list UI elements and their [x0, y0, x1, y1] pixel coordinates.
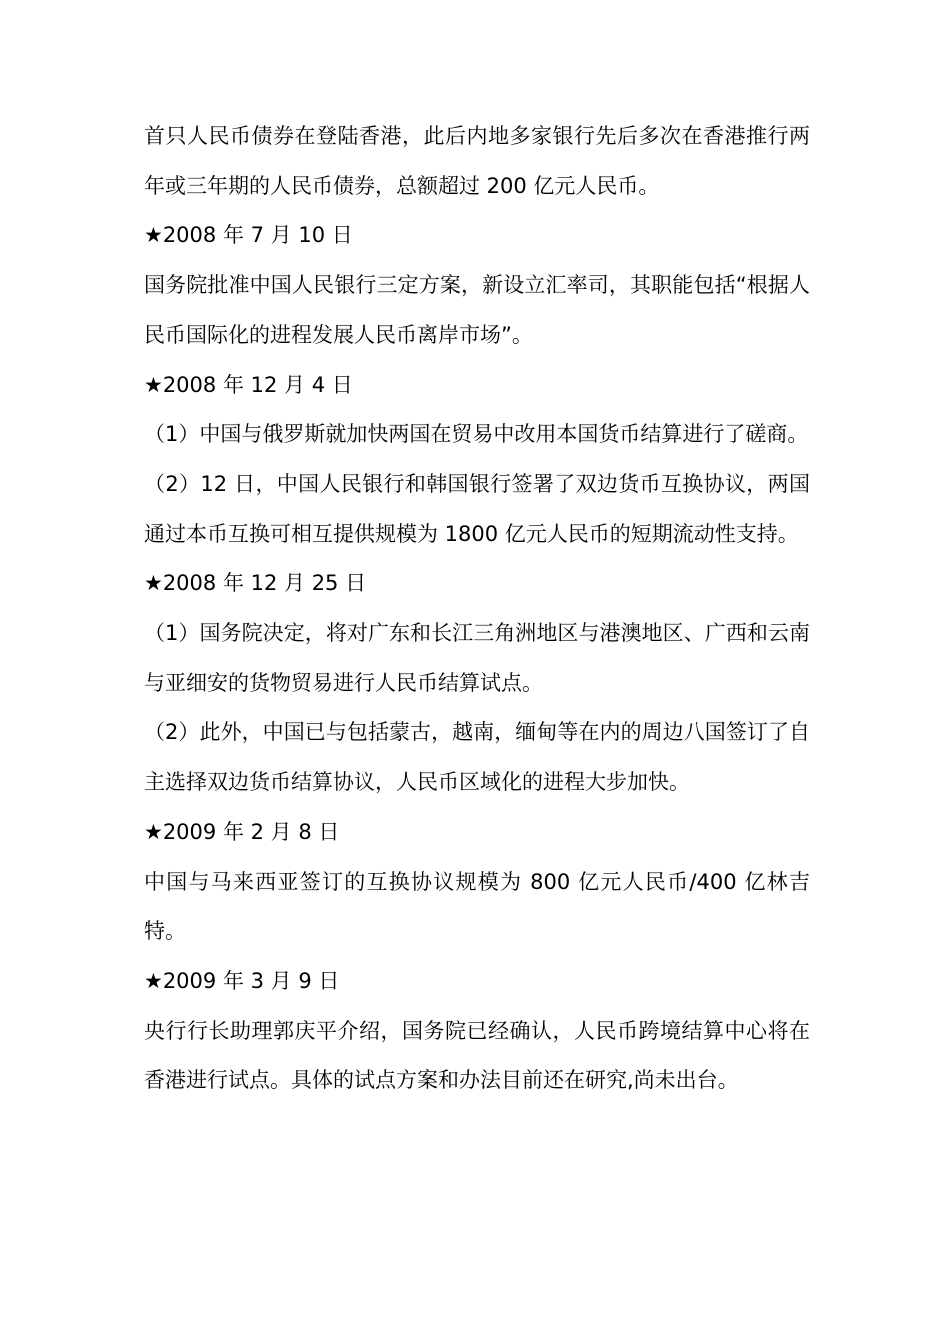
paragraph-russia-settlement: （1）中国与俄罗斯就加快两国在贸易中改用本国货币结算进行了磋商。: [144, 422, 809, 447]
date-heading-2008-12-25: ★2008 年 12 月 25 日: [144, 571, 367, 596]
date-heading-2009-02-08: ★2009 年 2 月 8 日: [144, 819, 340, 844]
date-heading-2008-07-10: ★2008 年 7 月 10 日: [144, 223, 353, 248]
date-heading-2009-03-09: ★2009 年 3 月 9 日: [144, 968, 340, 993]
paragraph-malaysia-swap: 中国与马来西亚签订的互换协议规模为 800 亿元人民币/400 亿林吉特。: [144, 869, 810, 944]
date-heading-2008-12-04: ★2008 年 12 月 4 日: [144, 372, 353, 397]
paragraph-settlement-pilot: （1）国务院决定，将对广东和长江三角洲地区与港澳地区、广西和云南与亚细安的货物贸易进行人民币结算试点。: [144, 621, 810, 695]
document-page: [144, 112, 810, 1106]
paragraph-korea-swap: （2）12 日，中国人民银行和韩国银行签署了双边货币互换协议，两国通过本币互换可相互提供规模为 1800 亿元人民币的短期流动性支持。: [144, 471, 810, 546]
paragraph-exchange-rate-dept: 国务院批准中国人民银行三定方案，新设立汇率司，其职能包括“根据人民币国际化的进程发展人民币离岸市场”。: [144, 273, 810, 347]
paragraph-hk-settlement-center: 央行行长助理郭庆平介绍，国务院已经确认，人民币跨境结算中心将在香港进行试点。具体的试点方案和办法目前还在研究,尚未出台。: [144, 1018, 810, 1093]
paragraph-hk-bonds: 首只人民币债券在登陆香港，此后内地多家银行先后多次在香港推行两年或三年期的人民币债券，总额超过 200 亿元人民币。: [144, 124, 810, 198]
paragraph-eight-neighbors: （2）此外，中国已与包括蒙古，越南，缅甸等在内的周边八国签订了自主选择双边货币结算协议，人民币区域化的进程大步加快。: [144, 720, 810, 795]
